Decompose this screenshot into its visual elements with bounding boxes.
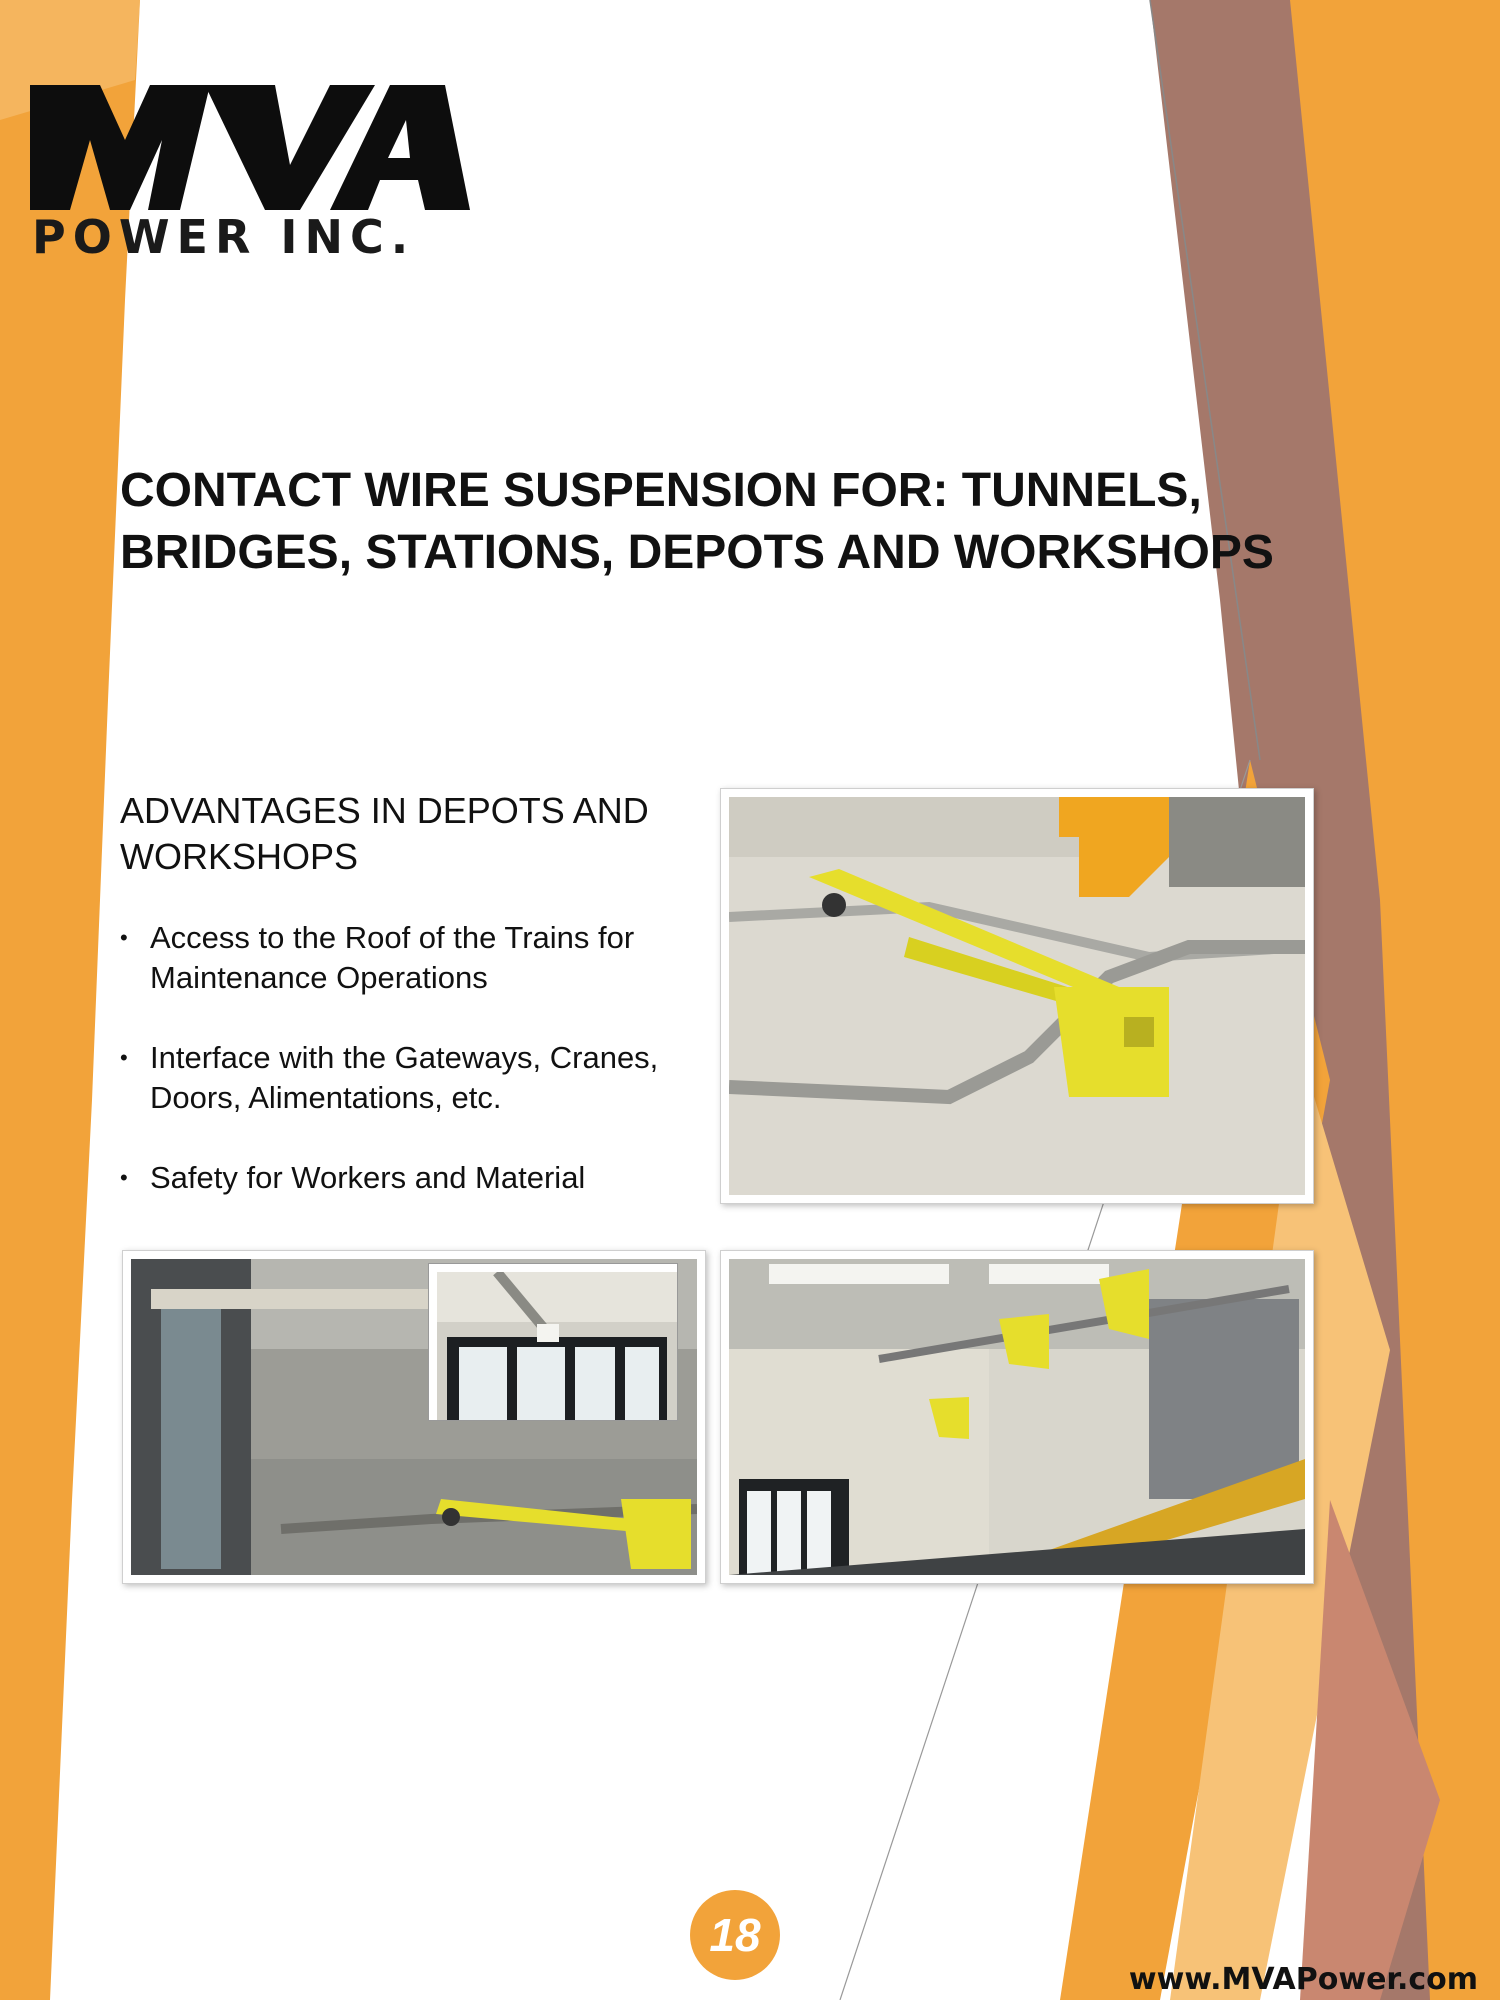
- bullet-icon: •: [120, 1045, 128, 1070]
- depot-arm-image: [729, 797, 1305, 1195]
- section-heading: ADVANTAGES IN DEPOTS AND WORKSHOPS: [120, 790, 649, 877]
- list-item-text: Access to the Roof of the Trains for Maintenance Operations: [150, 920, 635, 995]
- workshop-hall-image: [729, 1259, 1305, 1575]
- list-item: [120, 1038, 720, 1118]
- list-item: [120, 1158, 720, 1198]
- list-item: [120, 918, 720, 998]
- door-inset-image: [437, 1272, 677, 1420]
- list-item-text: Safety for Workers and Material: [150, 1160, 586, 1195]
- logo-subtitle: POWER INC.: [32, 210, 416, 264]
- bullet-icon: •: [120, 1165, 128, 1190]
- photo-inset-door: [428, 1263, 678, 1421]
- page-number-badge: 18: [690, 1890, 780, 1980]
- page-title: CONTACT WIRE SUSPENSION FOR: TUNNELS, BRIDGES, STATIONS, DEPOTS AND WORKSHOPS: [120, 464, 1274, 579]
- website-link[interactable]: www.MVAPower.com: [1128, 1962, 1478, 1997]
- list-item-text: Interface with the Gateways, Cranes, Doors, Alimentations, etc.: [150, 1040, 659, 1115]
- photo-gateway: [122, 1250, 706, 1584]
- photo-depot-arm: [720, 788, 1314, 1204]
- bullet-icon: •: [120, 925, 128, 950]
- advantages-list: [120, 918, 720, 1238]
- photo-workshop-hall: [720, 1250, 1314, 1584]
